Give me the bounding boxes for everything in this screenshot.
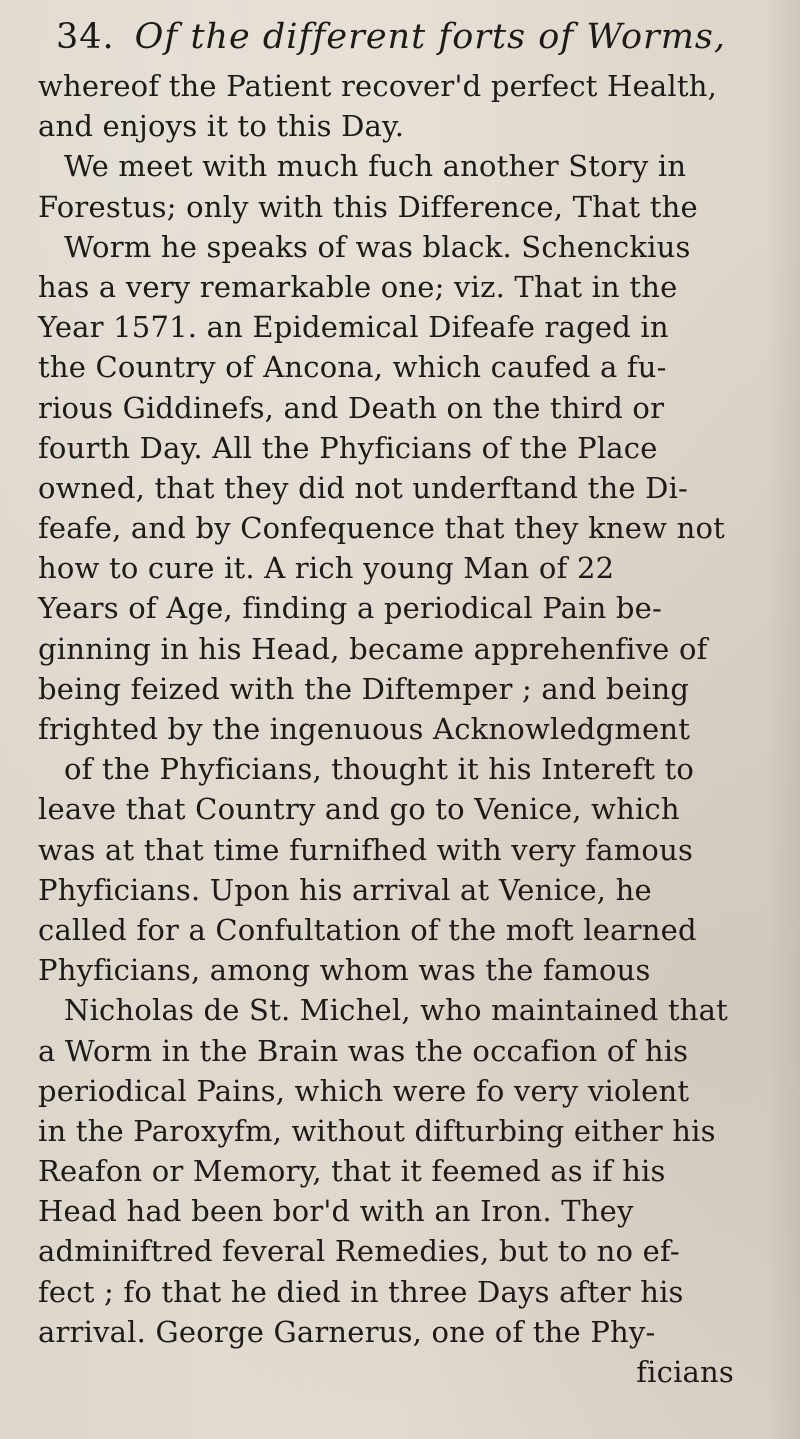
text-line: ginning in his Head, became apprehenfive of	[38, 631, 708, 666]
text-line: Years of Age, finding a periodical Pain be-	[38, 591, 663, 626]
text-line: fourth Day. All the Phyficians of the Place	[38, 430, 658, 465]
text-line: feafe, and by Confequence that they knew not	[38, 511, 725, 546]
text-line: Year 1571. an Epidemical Difeafe raged in	[38, 310, 669, 345]
text-line: adminiftred feveral Remedies, but to no ef-	[38, 1234, 680, 1269]
text-line: rious Giddinefs, and Death on the third or	[38, 390, 665, 425]
text-line: periodical Pains, which were fo very violent	[38, 1073, 690, 1108]
text-line: of the Phyficians, thought it his Intereft to	[64, 752, 694, 787]
text-line: Phyficians, among whom was the famous	[38, 953, 651, 988]
running-title: Of the different forts of Worms,	[134, 17, 727, 57]
text-line: Worm he speaks of was black. Schenckius	[64, 229, 691, 264]
text-line: leave that Country and go to Venice, which	[38, 792, 680, 827]
text-line: arrival. George Garnerus, one of the Phy-	[38, 1314, 656, 1349]
text-line: a Worm in the Brain was the occafion of his	[38, 1033, 689, 1068]
text-line: being feized with the Diftemper ; and being	[38, 671, 690, 706]
text-line: called for a Confultation of the moft learned	[38, 912, 697, 947]
text-line: Phyficians. Upon his arrival at Venice, he	[38, 872, 652, 907]
text-line: We meet with much fuch another Story in	[64, 149, 687, 184]
text-line: fect ; fo that he died in three Days after his	[38, 1274, 684, 1309]
text-line: Head had been bor'd with an Iron. They	[38, 1194, 634, 1229]
text-line: how to cure it. A rich young Man of 22	[38, 551, 615, 586]
text-line: owned, that they did not underftand the Di-	[38, 470, 689, 505]
text-line: has a very remarkable one; viz. That in the	[38, 269, 678, 304]
page-text	[38, 8, 784, 1392]
text-line: Reafon or Memory, that it feemed as if his	[38, 1154, 666, 1189]
text-line: whereof the Patient recover'd perfect Health,	[38, 69, 718, 103]
catchword: ficians	[636, 1355, 734, 1389]
text-line: Forestus; only with this Difference, That the	[38, 189, 698, 224]
page-number: 34.	[56, 17, 115, 57]
running-head	[38, 8, 784, 66]
page-edge-shadow	[766, 0, 800, 1439]
text-line: the Country of Ancona, which caufed a fu-	[38, 350, 667, 385]
text-line: frighted by the ingenuous Acknowledgment	[38, 712, 691, 746]
text-line: in the Paroxyfm, without difturbing either his	[38, 1113, 716, 1148]
text-line: was at that time furnifhed with very famous	[38, 832, 694, 867]
text-line: and enjoys it to this Day.	[38, 109, 405, 144]
text-line: Nicholas de St. Michel, who maintained that	[64, 993, 728, 1028]
